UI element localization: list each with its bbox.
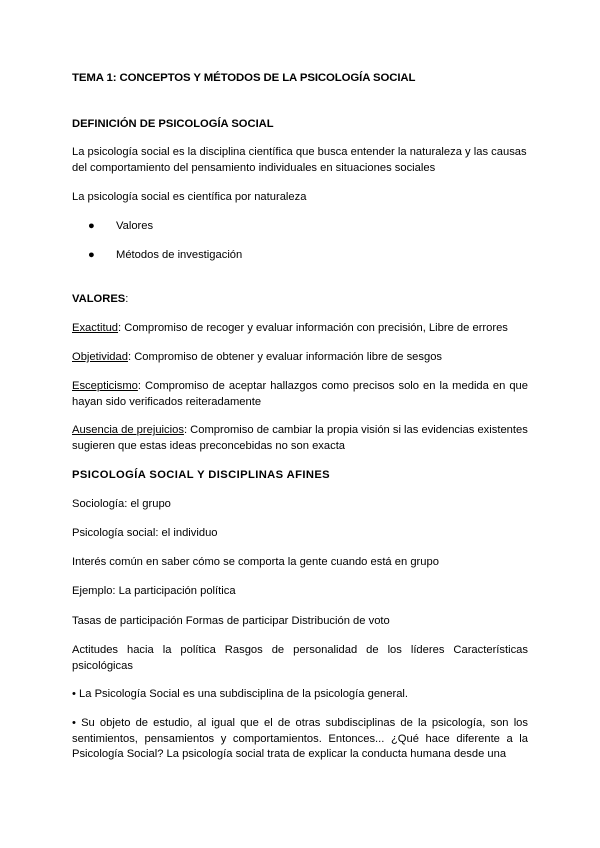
valores-heading-colon: : — [125, 293, 129, 305]
document-title: TEMA 1: CONCEPTOS Y MÉTODOS DE LA PSICOLOGÍA SOCIAL — [72, 72, 416, 84]
disciplina-line: Tasas de participación Formas de participar Distribución de voto — [72, 615, 390, 627]
disciplina-line: • La Psicología Social es una subdisciplina de la psicología general. — [72, 688, 409, 700]
valor-text: : Compromiso de obtener y evaluar información libre de sesgos — [127, 351, 443, 363]
list-item — [72, 219, 153, 235]
valores-heading-label: VALORES — [72, 293, 126, 305]
valores-heading — [72, 292, 528, 308]
valor-term: Ausencia de prejuicios — [72, 424, 184, 436]
valor-term: Exactitud — [72, 322, 119, 334]
bullet-glyph: ● — [88, 220, 95, 232]
disciplina-line: Sociología: el grupo — [72, 498, 171, 510]
definicion-heading: DEFINICIÓN DE PSICOLOGÍA SOCIAL — [72, 118, 274, 130]
disciplina-line: Psicología social: el individuo — [72, 527, 218, 539]
valor-objetividad — [72, 350, 528, 366]
valor-escepticismo — [72, 379, 528, 410]
valor-ausencia-prejuicios — [72, 423, 528, 454]
valor-exactitud — [72, 321, 528, 337]
disciplina-line: Ejemplo: La participación política — [72, 585, 236, 597]
definicion-paragraph: La psicología social es la disciplina científica que busca entender la naturaleza y las causas del comportamiento del pensamiento individuales en situaciones sociales — [72, 146, 527, 174]
valor-text: : Compromiso de cambiar la propia visión si las evidencias existentes sugieren que estas ideas preconcebidas no son exacta — [72, 424, 528, 452]
valor-term: Escepticismo — [72, 380, 138, 392]
disciplina-line: Interés común en saber cómo se comporta la gente cuando está en grupo — [72, 556, 439, 568]
disciplina-line: Actitudes hacia la política Rasgos de personalidad de los líderes Características psicológicas — [72, 644, 528, 672]
bullet-text-valores: Valores — [116, 220, 154, 232]
valor-text: : Compromiso de aceptar hallazgos como precisos solo en la medida en que hayan sido verificados reiteradamente — [72, 380, 528, 408]
list-item — [72, 248, 242, 264]
definicion-intro: La psicología social es científica por naturaleza — [72, 191, 307, 203]
valor-term: Objetividad — [72, 351, 128, 363]
disciplina-line: • Su objeto de estudio, al igual que el de otras subdisciplinas de la psicología, son los sentimientos, pensamientos y comportamientos. Entonces... ¿Qué hace diferente a la Psicología Social? La psicología social trata de explicar la conducta humana desde una — [72, 717, 528, 760]
disciplinas-heading: PSICOLOGÍA SOCIAL Y DISCIPLINAS AFINES — [72, 469, 331, 481]
valor-text: : Compromiso de recoger y evaluar información con precisión, Libre de errores — [118, 322, 508, 334]
bullet-text-metodos: Métodos de investigación — [116, 249, 243, 261]
bullet-glyph: ● — [88, 249, 95, 261]
